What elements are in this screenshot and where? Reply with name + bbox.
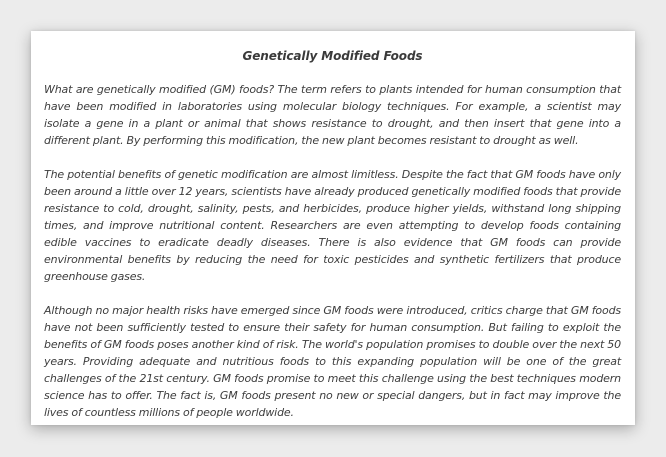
paragraph-2: The potential benefits of genetic modification are almost limitless. Despite the fact that GM foods have only been around a little over 12 years, scientists have already produced genetically modified foods that provide resistance to cold, drought, salinity, pests, and herbicides, produce higher yields, withstand long shipping times, and improve nutritional content. Researchers are even attempting to develop foods containing edible vaccines to eradicate deadly diseases. There is also evidence that GM foods can provide environmental benefits by reducing the need for toxic pesticides and synthetic fertilizers that produce greenhouse gases.	[44, 168, 621, 283]
paragraph-3: Although no major health risks have emerged since GM foods were introduced, critics charge that GM foods have not been sufficiently tested to ensure their safety for human consumption. But failing to exploit the benefits of GM foods poses another kind of risk. The world's population promises to double over the next 50 years. Providing adequate and nutritious foods to this expanding population will be one of the great challenges of the 21st century. GM foods promise to meet this challenge using the best techniques modern science has to offer. The fact is, GM foods present no new or special dangers, but in fact may improve the lives of countless millions of people worldwide.	[44, 304, 621, 419]
document-page	[31, 31, 635, 425]
paragraph-1: What are genetically modified (GM) foods? The term refers to plants intended for human consumption that have been modified in laboratories using molecular biology techniques. For example, a scientist may isolate a gene in a plant or animal that shows resistance to drought, and then insert that gene into a different plant. By performing this modification, the new plant becomes resistant to drought as well.	[44, 83, 621, 147]
document-title: Genetically Modified Foods	[242, 49, 423, 63]
